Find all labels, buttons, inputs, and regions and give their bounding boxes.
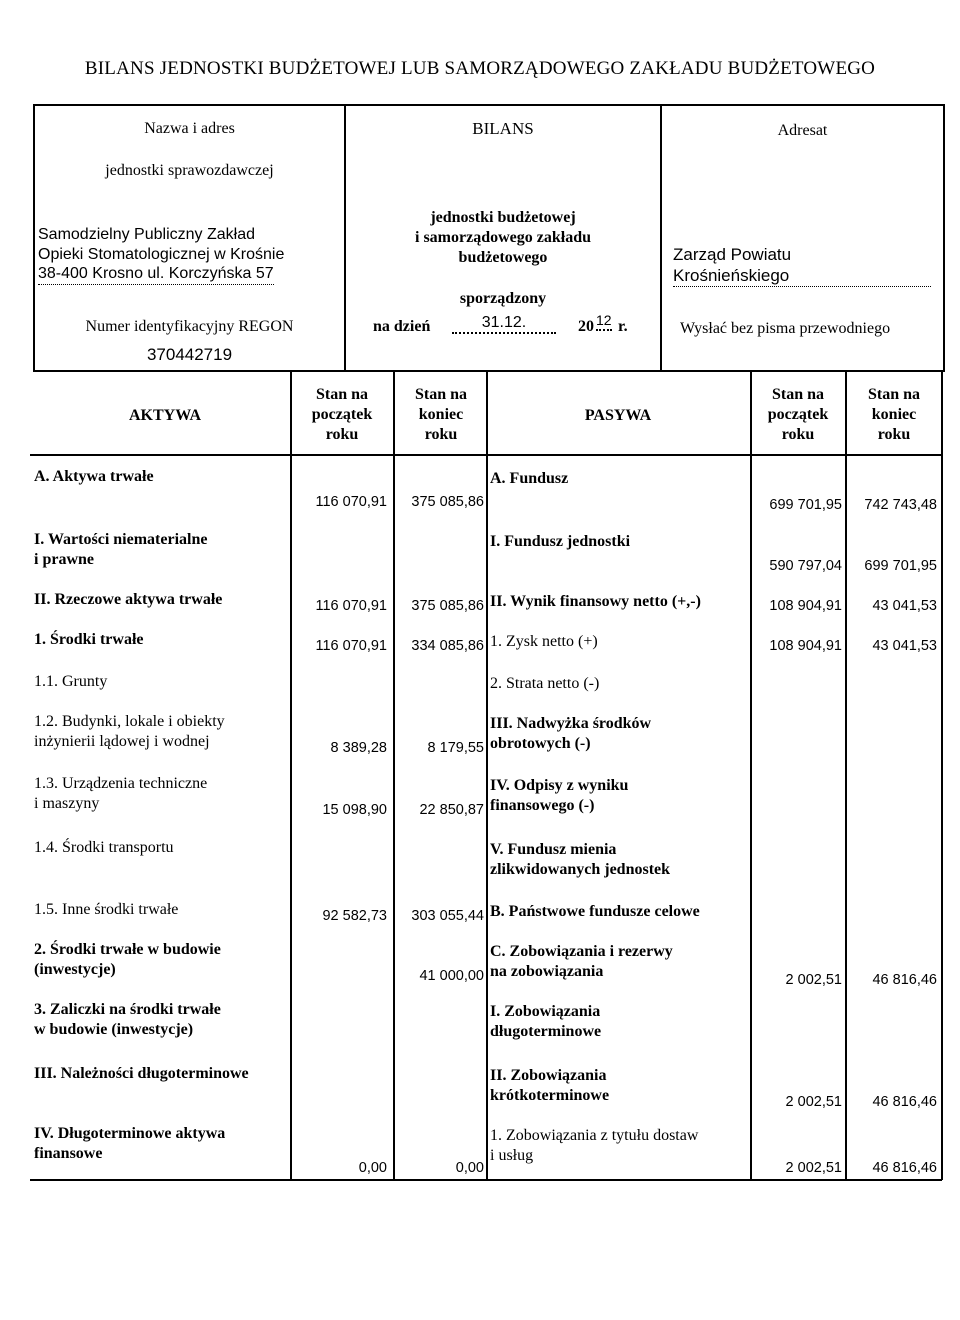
asset-row-label: IV. Długoterminowe aktywa bbox=[34, 1125, 226, 1142]
col-rule-liabilities-start bbox=[750, 372, 752, 1180]
year-suffix: r. bbox=[618, 318, 628, 335]
name-label-2: jednostki sprawozdawczej bbox=[105, 162, 274, 179]
asset-row-start-value: 8 389,28 bbox=[330, 740, 387, 756]
liability-row-label: II. Wynik finansowy netto (+,-) bbox=[490, 593, 701, 610]
asset-row-label: 1.1. Grunty bbox=[34, 673, 108, 690]
middle-line-3: budżetowego bbox=[458, 249, 548, 266]
liability-row-label-cont: zlikwidowanych jednostek bbox=[490, 861, 671, 878]
asset-row-label: 1. Środki trwałe bbox=[34, 631, 144, 648]
asset-row-label-cont: i prawne bbox=[34, 551, 94, 568]
liabilities-start-heading-2: początek bbox=[767, 406, 829, 423]
liability-row-label-cont: obrotowych (-) bbox=[490, 735, 591, 752]
assets-end-heading-1: Stan na bbox=[414, 386, 468, 403]
asset-row-label: II. Rzeczowe aktywa trwałe bbox=[34, 591, 223, 608]
liability-row-start-value: 590 797,04 bbox=[769, 558, 842, 574]
liability-row-end-value: 46 816,46 bbox=[872, 972, 937, 988]
assets-end-heading-2: koniec bbox=[418, 406, 464, 423]
entity-line-2: Opieki Stomatologicznej w Krośnie bbox=[38, 246, 285, 263]
liability-row-label: 1. Zysk netto (+) bbox=[490, 633, 598, 650]
liability-row-end-value: 699 701,95 bbox=[864, 558, 937, 574]
middle-line-2: i samorządowego zakładu bbox=[415, 229, 591, 246]
liability-row-end-value: 46 816,46 bbox=[872, 1160, 937, 1176]
liabilities-end-heading-2: koniec bbox=[871, 406, 917, 423]
asset-row-label-cont: finansowe bbox=[34, 1145, 103, 1162]
assets-start-heading bbox=[290, 385, 394, 445]
liability-row-start-value: 108 904,91 bbox=[769, 638, 842, 654]
asset-row-label: I. Wartości niematerialne bbox=[34, 531, 208, 548]
assets-end-heading bbox=[394, 385, 488, 445]
liabilities-end-heading-3: roku bbox=[877, 426, 911, 443]
liability-row-start-value: 2 002,51 bbox=[785, 1160, 842, 1176]
liability-row-end-value: 742 743,48 bbox=[864, 497, 937, 513]
liability-row-start-value: 108 904,91 bbox=[769, 598, 842, 614]
liability-row-label: I. Zobowiązania bbox=[490, 1003, 601, 1020]
middle-line-1: jednostki budżetowej bbox=[430, 209, 576, 226]
asset-row-label: 1.4. Środki transportu bbox=[34, 839, 174, 856]
year-value: 12 bbox=[596, 312, 612, 331]
liability-row-start-value: 699 701,95 bbox=[769, 497, 842, 513]
liability-row-label-cont: krótkoterminowe bbox=[490, 1087, 610, 1104]
asset-row-end-value: 334 085,86 bbox=[411, 638, 484, 654]
liability-row-label: II. Zobowiązania bbox=[490, 1067, 607, 1084]
bilans-title: BILANS bbox=[472, 119, 534, 138]
liability-row-label-cont: i usług bbox=[490, 1147, 534, 1164]
liability-row-start-value: 2 002,51 bbox=[785, 1094, 842, 1110]
liabilities-start-heading bbox=[750, 385, 846, 445]
header-border-right bbox=[943, 104, 945, 372]
date-value: 31.12. bbox=[452, 314, 556, 334]
col-rule-liabilities-label bbox=[486, 372, 488, 1180]
liability-row-label: 1. Zobowiązania z tytułu dostaw bbox=[490, 1127, 699, 1144]
liability-row-label-cont: finansowego (-) bbox=[490, 797, 595, 814]
liabilities-end-heading bbox=[846, 385, 942, 445]
year-prefix: 20 bbox=[578, 318, 594, 335]
asset-row-label-cont: i maszyny bbox=[34, 795, 100, 812]
assets-start-heading-1: Stan na bbox=[315, 386, 369, 403]
asset-row-start-value: 15 098,90 bbox=[322, 802, 387, 818]
entity-line-1: Samodzielny Publiczny Zakład bbox=[38, 226, 255, 243]
assets-heading: AKTYWA bbox=[128, 407, 201, 424]
liability-row-label: A. Fundusz bbox=[490, 470, 569, 487]
liability-row-label: 2. Strata netto (-) bbox=[490, 675, 600, 692]
asset-row-start-value: 116 070,91 bbox=[315, 638, 387, 654]
header-border-top bbox=[33, 104, 945, 106]
asset-row-label-cont: w budowie (inwestycje) bbox=[34, 1021, 194, 1038]
table-bottom-rule bbox=[30, 1179, 942, 1181]
liability-row-label: V. Fundusz mienia bbox=[490, 841, 617, 858]
liability-row-label: IV. Odpisy z wyniku bbox=[490, 777, 629, 794]
assets-start-heading-2: początek bbox=[311, 406, 373, 423]
liability-row-end-value: 43 041,53 bbox=[872, 638, 937, 654]
asset-row-label: III. Należności długoterminowe bbox=[34, 1065, 249, 1082]
liability-row-start-value: 2 002,51 bbox=[785, 972, 842, 988]
col-rule-liabilities-end bbox=[845, 372, 847, 1180]
liability-row-label: B. Państwowe fundusze celowe bbox=[490, 903, 700, 920]
liability-row-label: I. Fundusz jednostki bbox=[490, 533, 631, 550]
col-rule-right bbox=[941, 372, 943, 1180]
asset-row-end-value: 8 179,55 bbox=[427, 740, 484, 756]
liabilities-start-heading-3: roku bbox=[781, 426, 815, 443]
asset-row-label: 1.5. Inne środki trwałe bbox=[34, 901, 179, 918]
entity-line-3: 38-400 Krosno ul. Korczyńska 57 bbox=[38, 264, 274, 285]
asset-row-end-value: 375 085,86 bbox=[411, 494, 484, 510]
addressee-line-2: Krośnieńskiego bbox=[673, 266, 931, 287]
asset-row-label-cont: inżynierii lądowej i wodnej bbox=[34, 733, 210, 750]
liability-row-label: III. Nadwyżka środków bbox=[490, 715, 652, 732]
liability-row-label-cont: na zobowiązania bbox=[490, 963, 604, 980]
prepared-label: sporządzony bbox=[459, 290, 547, 307]
asset-row-label: A. Aktywa trwałe bbox=[34, 468, 154, 485]
asset-row-label: 1.3. Urządzenia techniczne bbox=[34, 775, 208, 792]
addressee-note: Wysłać bez pisma przewodniego bbox=[680, 320, 891, 337]
liability-row-end-value: 43 041,53 bbox=[872, 598, 937, 614]
asset-row-start-value: 0,00 bbox=[358, 1160, 387, 1176]
name-label-1: Nazwa i adres bbox=[144, 120, 235, 137]
assets-end-heading-3: roku bbox=[424, 426, 458, 443]
liabilities-heading: PASYWA bbox=[584, 407, 652, 424]
liability-row-end-value: 46 816,46 bbox=[872, 1094, 937, 1110]
header-divider-2 bbox=[660, 104, 662, 372]
asset-row-label: 1.2. Budynki, lokale i obiekty bbox=[34, 713, 225, 730]
liabilities-start-heading-1: Stan na bbox=[771, 386, 825, 403]
liabilities-end-heading-1: Stan na bbox=[867, 386, 921, 403]
addressee-line-1: Zarząd Powiatu bbox=[673, 245, 792, 264]
addressee-label: Adresat bbox=[777, 122, 828, 139]
asset-row-end-value: 0,00 bbox=[455, 1160, 484, 1176]
document-title: BILANS JEDNOSTKI BUDŻETOWEJ LUB SAMORZĄDOWEGO ZAKŁADU BUDŻETOWEGO bbox=[84, 58, 876, 79]
date-prefix: na dzień bbox=[373, 318, 431, 335]
asset-row-start-value: 116 070,91 bbox=[315, 598, 387, 614]
liability-row-label-cont: długoterminowe bbox=[490, 1023, 602, 1040]
liability-row-label: C. Zobowiązania i rezerwy bbox=[490, 943, 673, 960]
assets-start-heading-3: roku bbox=[325, 426, 359, 443]
asset-row-end-value: 22 850,87 bbox=[419, 802, 484, 818]
asset-row-start-value: 92 582,73 bbox=[322, 908, 387, 924]
regon-label: Numer identyfikacyjny REGON bbox=[85, 318, 294, 335]
asset-row-end-value: 303 055,44 bbox=[411, 908, 484, 924]
regon-value: 370442719 bbox=[146, 345, 233, 364]
asset-row-end-value: 375 085,86 bbox=[411, 598, 484, 614]
asset-row-label: 2. Środki trwałe w budowie bbox=[34, 941, 221, 958]
asset-row-label: 3. Zaliczki na środki trwałe bbox=[34, 1001, 221, 1018]
header-border-bottom bbox=[33, 370, 945, 372]
asset-row-start-value: 116 070,91 bbox=[315, 494, 387, 510]
asset-row-end-value: 41 000,00 bbox=[419, 968, 484, 984]
asset-row-label-cont: (inwestycje) bbox=[34, 961, 116, 978]
